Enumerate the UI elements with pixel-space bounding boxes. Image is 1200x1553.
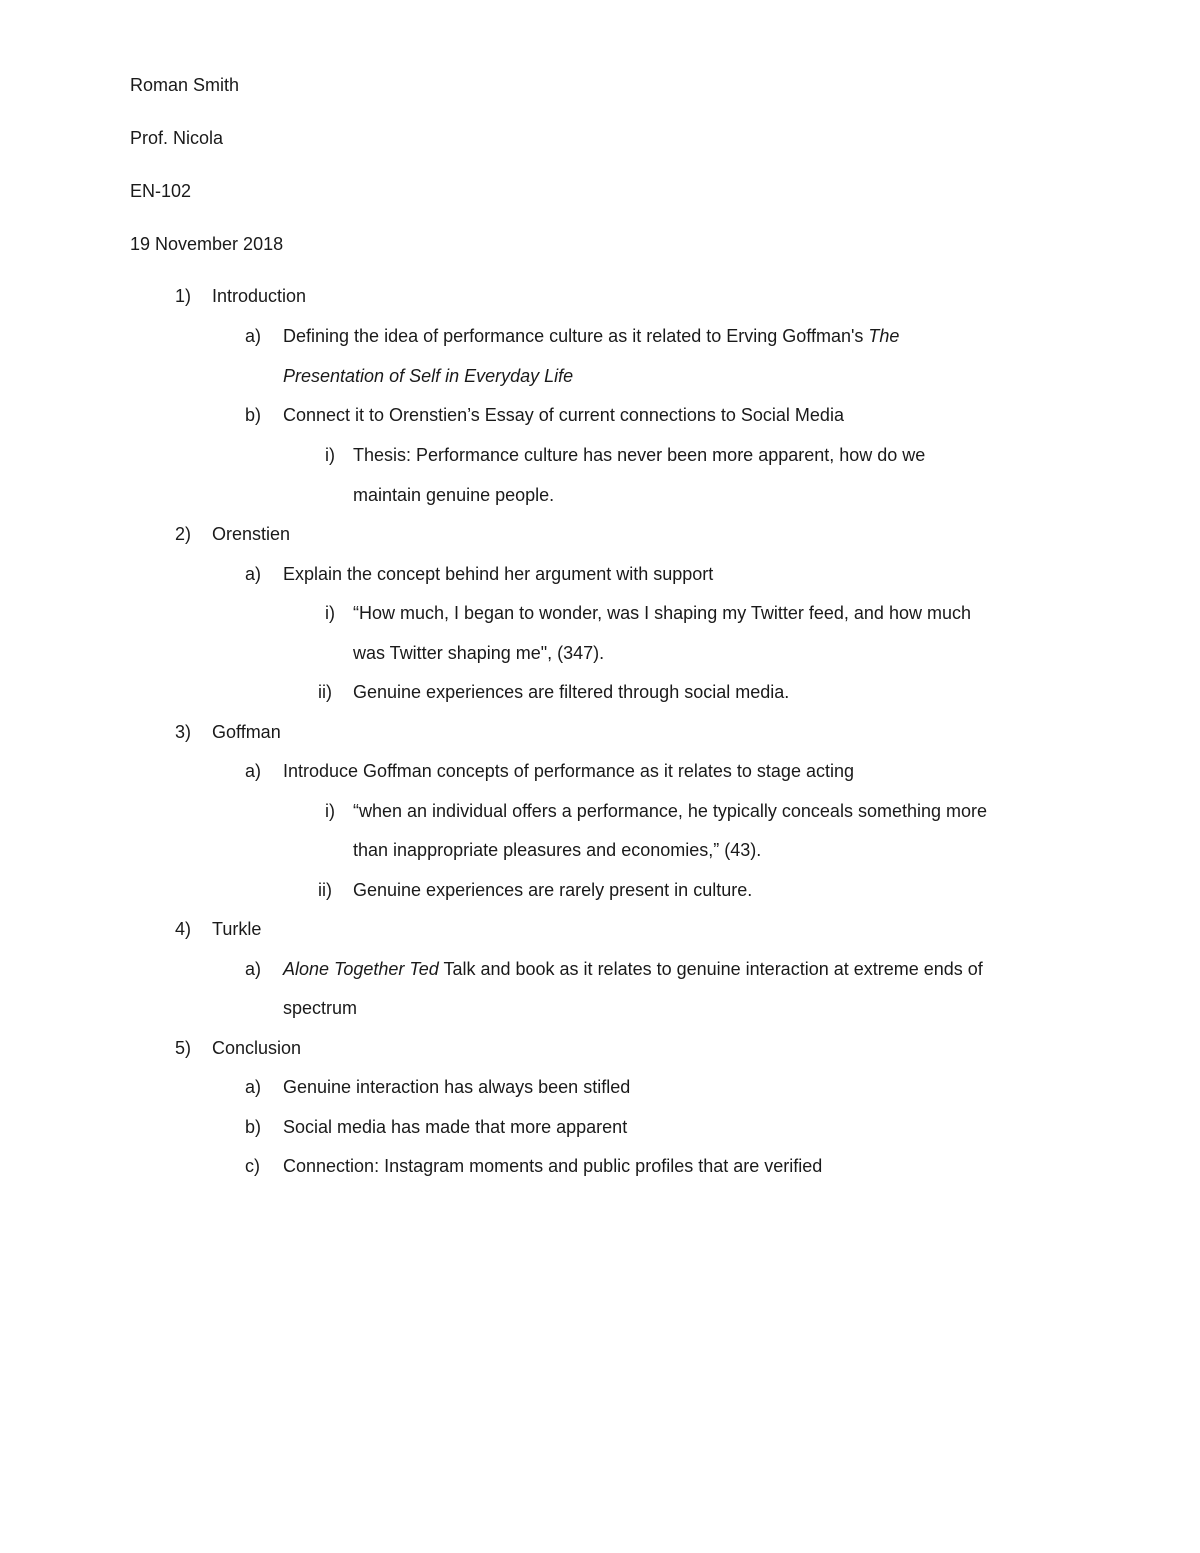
thesis-text: Thesis: Performance culture has never been more apparent, how do we (353, 445, 926, 465)
item-marker: a) (245, 326, 262, 346)
quote-text: “How much, I began to wonder, was I shaping my Twitter feed, and how much (353, 603, 971, 623)
item-marker: a) (245, 564, 262, 584)
outline-item-continuation (283, 365, 573, 387)
outline-subitem-text: Genuine experiences are filtered through social media. (353, 682, 790, 702)
text-run: Talk and book as it relates to genuine interaction at extreme ends of (438, 959, 983, 979)
quote-text-continuation: was Twitter shaping me", (347). (353, 643, 605, 663)
section-number: 3) (175, 722, 192, 742)
section-title-turkle: Turkle (212, 919, 262, 939)
subitem-marker: i) (325, 603, 335, 623)
outline-item-text (283, 958, 983, 980)
item-marker: c) (245, 1156, 260, 1176)
document-date: 19 November 2018 (130, 234, 284, 254)
section-title-goffman: Goffman (212, 722, 281, 742)
thesis-text-continuation: maintain genuine people. (353, 485, 555, 505)
item-marker: a) (245, 761, 262, 781)
italic-title-run: Presentation of Self in Everyday Life (283, 366, 574, 386)
quote-text: “when an individual offers a performance, he typically conceals something more (353, 801, 987, 821)
item-marker: b) (245, 405, 262, 425)
subitem-marker: ii) (318, 682, 332, 702)
section-title-conclusion: Conclusion (212, 1038, 302, 1058)
section-title-orenstien: Orenstien (212, 524, 291, 544)
outline-item-text: Connection: Instagram moments and public profiles that are verified (283, 1156, 823, 1176)
italic-title-run: Alone Together Ted (283, 959, 439, 979)
outline-item-text: Introduce Goffman concepts of performance as it relates to stage acting (283, 761, 854, 781)
quote-text-continuation: than inappropriate pleasures and economies,” (43). (353, 840, 762, 860)
outline-item-continuation: spectrum (283, 998, 358, 1018)
subitem-marker: i) (325, 801, 335, 821)
professor-name: Prof. Nicola (130, 128, 224, 148)
section-number: 1) (175, 286, 192, 306)
outline-item-text: Explain the concept behind her argument with support (283, 564, 714, 584)
text-run: Defining the idea of performance culture as it related to Erving Goffman's (283, 326, 869, 346)
outline-item-text (283, 325, 899, 347)
section-title-introduction: Introduction (212, 286, 307, 306)
item-marker: a) (245, 1077, 262, 1097)
subitem-marker: i) (325, 445, 335, 465)
outline-subitem-text: Genuine experiences are rarely present in culture. (353, 880, 753, 900)
section-number: 2) (175, 524, 192, 544)
section-number: 4) (175, 919, 192, 939)
item-marker: b) (245, 1117, 262, 1137)
author-name: Roman Smith (130, 75, 240, 95)
item-marker: a) (245, 959, 262, 979)
outline-item-text: Connect it to Orenstien’s Essay of current connections to Social Media (283, 405, 844, 425)
outline-item-text: Genuine interaction has always been stifled (283, 1077, 631, 1097)
italic-title-run: The (868, 326, 900, 346)
section-number: 5) (175, 1038, 192, 1058)
course-code: EN-102 (130, 181, 192, 201)
outline-item-text: Social media has made that more apparent (283, 1117, 628, 1137)
subitem-marker: ii) (318, 880, 332, 900)
